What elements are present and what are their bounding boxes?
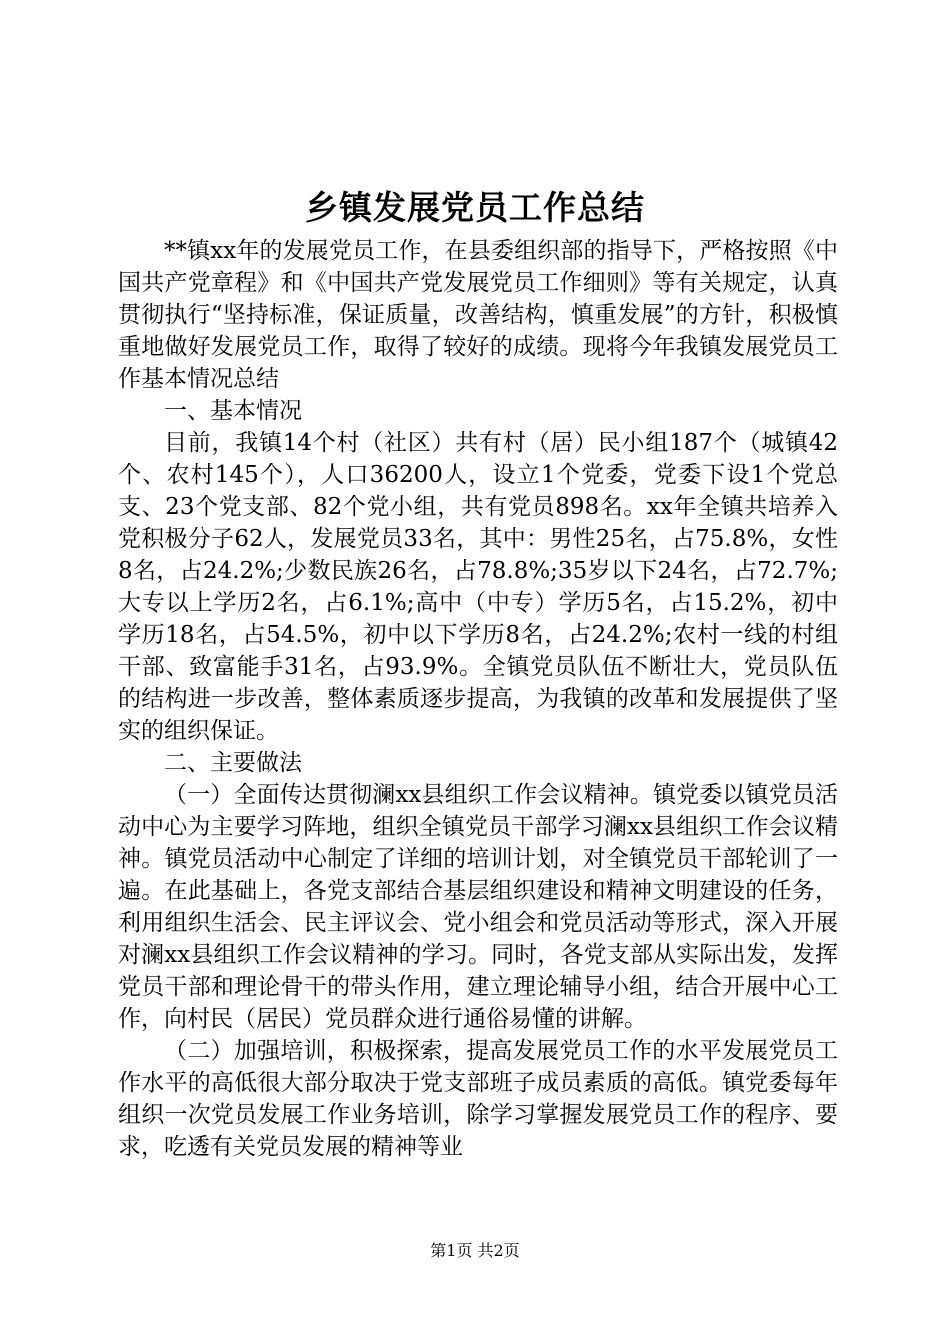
method-paragraph-2: （二）加强培训，积极探索，提高发展党员工作的水平发展党员工作水平的高低很大部分取决于党支部班子成员素质的高低。镇党委每年组织一次党员发展工作业务培训，除学习掌握发展党员工作的程序、要求，吃透有关党员发展的精神等业 (118, 1038, 838, 1160)
page-title: 乡镇发展党员工作总结 (305, 188, 645, 227)
page-footer: 第1页 共2页 (430, 1241, 520, 1260)
intro-paragraph: **镇xx年的发展党员工作，在县委组织部的指导下，严格按照《中国共产党章程》和《中国共产党发展党员工作细则》等有关规定，认真贯彻执行“坚持标准，保证质量，改善结构，慎重发展”的方针，积极慎重地做好发展党员工作，取得了较好的成绩。现将今年我镇发展党员工作基本情况总结 (118, 238, 838, 392)
section-heading-basic: 一、基本情况 (164, 398, 302, 424)
basic-situation-paragraph: 目前，我镇14个村（社区）共有村（居）民小组187个（城镇42个、农村145个），人口36200人，设立1个党委，党委下设1个党总支、23个党支部、82个党小组，共有党员898名。xx年全镇共培养入党积极分子62人，发展党员33名，其中：男性25名，占75.8%，女性8名，占24.2%;少数民族26名，占78.8%;35岁以下24名，占72.7%;大专以上学历2名，占6.1%;高中（中专）学历5名，占15.2%，初中学历18名，占54.5%，初中以下学历8名，占24.2%;农村一线的村组干部、致富能手31名，占93.9%。全镇党员队伍不断壮大，党员队伍的结构进一步改善，整体素质逐步提高，为我镇的改革和发展提供了坚实的组织保证。 (118, 430, 838, 744)
section-heading-methods: 二、主要做法 (164, 750, 302, 776)
document-body (118, 235, 838, 1163)
method-paragraph-1: （一）全面传达贯彻澜xx县组织工作会议精神。镇党委以镇党员活动中心为主要学习阵地，组织全镇党员干部学习澜xx县组织工作会议精神。镇党员活动中心制定了详细的培训计划，对全镇党员干部轮训了一遍。在此基础上，各党支部结合基层组织建设和精神文明建设的任务，利用组织生活会、民主评议会、党小组会和党员活动等形式，深入开展对澜xx县组织工作会议精神的学习。同时，各党支部从实际出发，发挥党员干部和理论骨干的带头作用，建立理论辅导小组，结合开展中心工作，向村民（居民）党员群众进行通俗易懂的讲解。 (118, 782, 838, 1032)
